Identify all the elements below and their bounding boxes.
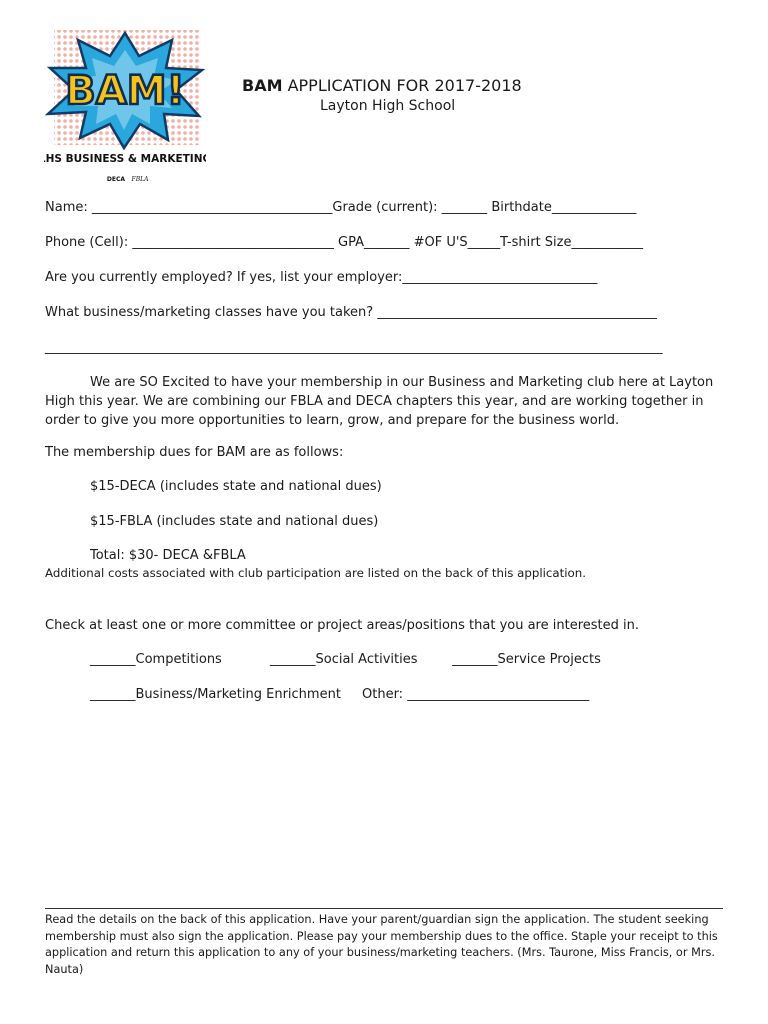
footer-instructions: Read the details on the back of this application. Have your parent/guardian sign the application. The student seeking membership must also sign the application. Please pay your membership dues to the office. Staple your receipt to this application and return this application to any of your business/marketing teachers. (Mrs. Taurone, Miss Francis, or Mrs. Nauta): [45, 913, 718, 976]
dues-deca: $15-DECA (includes state and national dues): [90, 479, 382, 494]
logo-fbla-mark: FBLA: [131, 176, 149, 183]
title-bold: BAM: [242, 76, 283, 95]
bam-logo-icon: [44, 28, 206, 188]
logo-caption: LHS BUSINESS & MARKETING: [44, 153, 206, 165]
dues-total: Total: $30- DECA &FBLA: [90, 548, 246, 563]
footer-divider: [45, 908, 723, 909]
phone-gpa-tshirt-line[interactable]: Phone (Cell): _______________________________ GPA_______ #OF U'S_____T-shirt Size___________: [45, 235, 643, 250]
additional-costs-note: Additional costs associated with club participation are listed on the back of this application.: [45, 566, 586, 580]
logo-deca-mark: DECA: [106, 176, 126, 183]
checkbox-service-projects[interactable]: _______Service Projects: [452, 652, 601, 667]
employer-line[interactable]: Are you currently employed? If yes, list your employer:______________________________: [45, 270, 598, 285]
checkbox-business-marketing-enrichment[interactable]: _______Business/Marketing Enrichment: [90, 687, 341, 702]
school-name: Layton High School: [320, 98, 456, 114]
dues-heading: The membership dues for BAM are as follows:: [45, 445, 344, 460]
bam-logo: [44, 28, 206, 188]
intro-paragraph: We are SO Excited to have your membership in our Business and Marketing club here at Layton High this year. We are combining our FBLA and DECA chapters this year, and are working together in order to give you more opportunities to learn, grow, and prepare for the business world.: [45, 375, 714, 428]
classes-taken-line[interactable]: What business/marketing classes have you taken? ___________________________________________: [45, 305, 657, 320]
name-grade-birthdate-line[interactable]: Name: _____________________________________Grade (current): _______ Birthdate_____________: [45, 200, 637, 215]
dues-fbla: $15-FBLA (includes state and national dues): [90, 514, 379, 529]
classes-continuation-line[interactable]: _______________________________________________________________________________________________: [45, 340, 663, 355]
other-field[interactable]: Other: ____________________________: [362, 687, 590, 702]
title-rest: APPLICATION FOR 2017-2018: [282, 76, 522, 95]
committee-heading: Check at least one or more committee or project areas/positions that you are interested in.: [45, 618, 639, 633]
checkbox-competitions[interactable]: _______Competitions: [90, 652, 222, 667]
page-title: [242, 76, 522, 95]
bam-badge-text: BAM!: [65, 68, 185, 114]
checkbox-social-activities[interactable]: _______Social Activities: [270, 652, 418, 667]
